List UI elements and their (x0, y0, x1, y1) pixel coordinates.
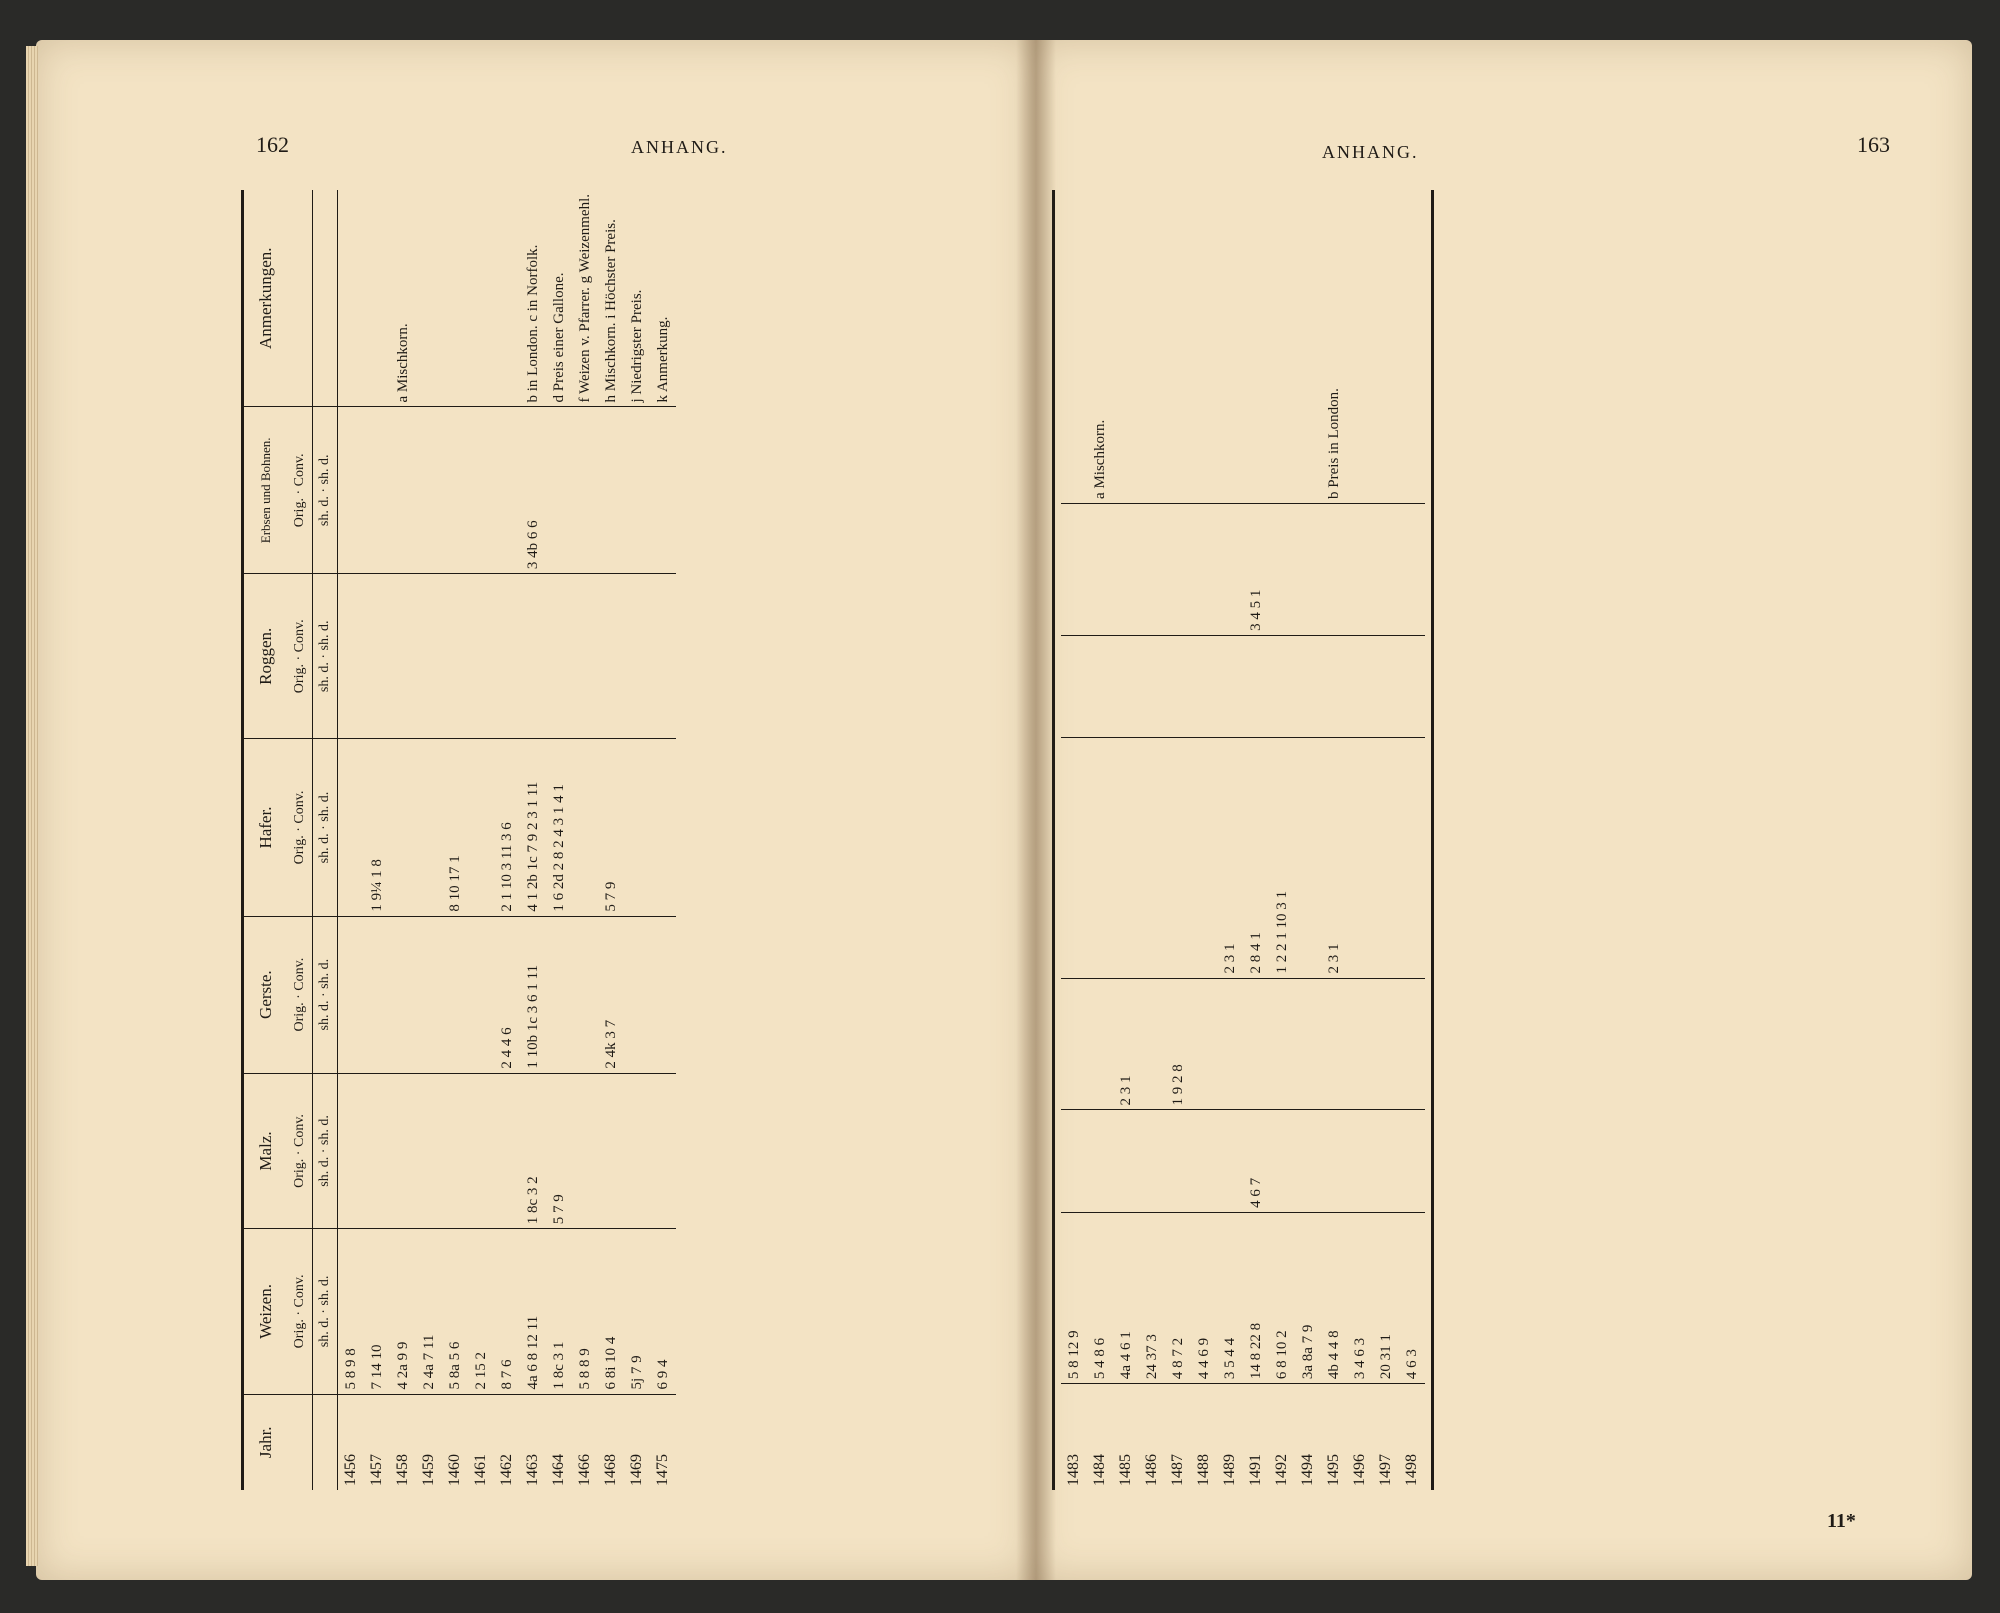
hafer-cell: 1 2 2 1 10 3 1 (1269, 738, 1295, 978)
gerste-cell (624, 916, 650, 1073)
gerste-cell (1243, 978, 1269, 1110)
malz-cell (1399, 1110, 1425, 1212)
notes-cell (364, 190, 390, 407)
roggen-cell (494, 574, 520, 739)
table-right-wrap (1052, 190, 1797, 1490)
notes-cell: a Mischkorn. (1087, 190, 1113, 503)
year-cell: 1492 (1273, 1454, 1290, 1486)
weizen-cell: 5 8 9 8 (338, 1229, 365, 1394)
table-row (1295, 190, 1321, 1490)
malz-cell (1347, 1110, 1373, 1212)
table-row (364, 190, 390, 1490)
table-row (416, 190, 442, 1490)
weizen-cell: 2 4a 7 11 (416, 1229, 442, 1394)
table-row (494, 190, 520, 1490)
year-cell: 1464 (550, 1454, 567, 1486)
table-row (572, 190, 598, 1490)
year-cell: 1495 (1325, 1454, 1342, 1486)
open-book (36, 40, 1972, 1580)
notes-cell (1399, 190, 1425, 503)
notes-cell (1139, 190, 1165, 503)
weizen-cell: 4b 4 4 8 (1321, 1212, 1347, 1383)
gerste-cell (390, 916, 416, 1073)
table-row (1113, 190, 1139, 1490)
year-cell: 1488 (1195, 1454, 1212, 1486)
weizen-cell: 5 8 8 9 (572, 1229, 598, 1394)
malz-cell (416, 1073, 442, 1229)
sub-header: Orig. · Conv. (288, 916, 313, 1073)
notes-cell (338, 190, 365, 407)
notes-cell: j Niedrigster Preis. (624, 190, 650, 407)
table-row (1321, 190, 1347, 1490)
weizen-cell: 3 5 4 4 (1217, 1212, 1243, 1383)
roggen-cell (1373, 635, 1399, 737)
year-cell: 1494 (1299, 1454, 1316, 1486)
gerste-cell (546, 916, 572, 1073)
gerste-cell (572, 916, 598, 1073)
notes-cell (442, 190, 468, 407)
erbsen-cell: 3 4b 6 6 (520, 407, 546, 574)
weizen-cell: 3 4 6 3 (1347, 1212, 1373, 1383)
erbsen-cell (546, 407, 572, 574)
year-cell: 1458 (394, 1454, 411, 1486)
table-row (1399, 190, 1425, 1490)
table-row (650, 190, 676, 1490)
erbsen-cell (624, 407, 650, 574)
notes-cell (416, 190, 442, 407)
year-cell: 1475 (654, 1454, 671, 1486)
hafer-cell (1139, 738, 1165, 978)
table-row (1373, 190, 1399, 1490)
weizen-cell: 4 2a 9 9 (390, 1229, 416, 1394)
erbsen-cell (364, 407, 390, 574)
hafer-cell (1113, 738, 1139, 978)
hafer-cell: 1 9¼ 1 8 (364, 739, 390, 916)
table-row (520, 190, 546, 1490)
table-body-right (1061, 190, 1425, 1490)
col-header-erbsen: Erbsen und Bohnen. (243, 407, 289, 574)
weizen-cell: 6 8i 10 4 (598, 1229, 624, 1394)
roggen-cell (1113, 635, 1139, 737)
erbsen-cell (390, 407, 416, 574)
malz-cell (390, 1073, 416, 1229)
erbsen-cell (1269, 503, 1295, 635)
gerste-cell (1269, 978, 1295, 1110)
roggen-cell (1217, 635, 1243, 737)
erbsen-cell (416, 407, 442, 574)
hafer-cell (416, 739, 442, 916)
year-cell: 1461 (472, 1454, 489, 1486)
weizen-cell: 5 8a 5 6 (442, 1229, 468, 1394)
malz-cell (494, 1073, 520, 1229)
hafer-cell: 4 1 2b 1c 7 9 2 3 1 11 (520, 739, 546, 916)
erbsen-cell (1321, 503, 1347, 635)
malz-cell (364, 1073, 390, 1229)
erbsen-cell (1139, 503, 1165, 635)
gerste-cell: 1 9 2 8 (1165, 978, 1191, 1110)
notes-cell: b Preis in London. (1321, 190, 1347, 503)
table-left-wrap (241, 190, 1011, 1490)
year-cell: 1468 (602, 1454, 619, 1486)
year-cell: 1489 (1221, 1454, 1238, 1486)
hafer-cell (572, 739, 598, 916)
malz-cell (1295, 1110, 1321, 1212)
hafer-cell (1295, 738, 1321, 978)
right-page (1032, 40, 1972, 1580)
hafer-cell (468, 739, 494, 916)
col-header-weizen: Weizen. (243, 1229, 289, 1394)
col-header-gerste: Gerste. (243, 916, 289, 1073)
hafer-cell (338, 739, 365, 916)
year-cell: 1456 (342, 1454, 359, 1486)
year-cell: 1463 (524, 1454, 541, 1486)
notes-cell (1347, 190, 1373, 503)
unit-header: sh. d. · sh. d. (313, 574, 338, 739)
erbsen-cell (1087, 503, 1113, 635)
roggen-cell (598, 574, 624, 739)
roggen-cell (1191, 635, 1217, 737)
table-row (1087, 190, 1113, 1490)
unit-header: sh. d. · sh. d. (313, 1073, 338, 1229)
gerste-cell (1139, 978, 1165, 1110)
sub-header: Orig. · Conv. (288, 1073, 313, 1229)
table-row (1061, 190, 1087, 1490)
malz-cell (650, 1073, 676, 1229)
year-cell: 1469 (628, 1454, 645, 1486)
year-cell: 1491 (1247, 1454, 1264, 1486)
table-row (1191, 190, 1217, 1490)
gerste-cell (364, 916, 390, 1073)
table-row (546, 190, 572, 1490)
hafer-cell: 1 6 2d 2 8 2 4 3 1 4 1 (546, 739, 572, 916)
erbsen-cell (1217, 503, 1243, 635)
weizen-cell: 2 15 2 (468, 1229, 494, 1394)
hafer-cell: 8 10 17 1 (442, 739, 468, 916)
roggen-cell (1139, 635, 1165, 737)
notes-cell (1373, 190, 1399, 503)
roggen-cell (1243, 635, 1269, 737)
weizen-cell: 24 37 3 (1139, 1212, 1165, 1383)
notes-cell (1217, 190, 1243, 503)
roggen-cell (572, 574, 598, 739)
gerste-cell (338, 916, 365, 1073)
running-header-left: ANHANG. (631, 137, 728, 157)
roggen-cell (338, 574, 365, 739)
hafer-cell: 2 8 4 1 (1243, 738, 1269, 978)
erbsen-cell (494, 407, 520, 574)
hafer-cell (1373, 738, 1399, 978)
gerste-cell: 2 3 1 (1113, 978, 1139, 1110)
gerste-cell (1373, 978, 1399, 1110)
hafer-cell (624, 739, 650, 916)
hafer-cell (1061, 738, 1087, 978)
col-header-roggen: Roggen. (243, 574, 289, 739)
table-row (1217, 190, 1243, 1490)
erbsen-cell (572, 407, 598, 574)
erbsen-cell: 3 4 5 1 (1243, 503, 1269, 635)
page-number-right: 163 (1857, 132, 1890, 157)
weizen-cell: 8 7 6 (494, 1229, 520, 1394)
col-header-malz: Malz. (243, 1073, 289, 1229)
roggen-cell (1061, 635, 1087, 737)
weizen-cell: 4a 4 6 1 (1113, 1212, 1139, 1383)
col-header-hafer: Hafer. (243, 739, 289, 916)
roggen-cell (520, 574, 546, 739)
gerste-cell (468, 916, 494, 1073)
hafer-cell (1191, 738, 1217, 978)
year-cell: 1462 (498, 1454, 515, 1486)
gerste-cell (442, 916, 468, 1073)
gerste-cell (1321, 978, 1347, 1110)
col-header-jahr: Jahr. (256, 1426, 275, 1459)
year-cell: 1498 (1403, 1454, 1420, 1486)
unit-header: sh. d. · sh. d. (313, 1229, 338, 1394)
table-body-left (338, 190, 677, 1490)
roggen-cell (1165, 635, 1191, 737)
notes-cell (1295, 190, 1321, 503)
roggen-cell (416, 574, 442, 739)
erbsen-cell (1165, 503, 1191, 635)
weizen-cell: 20 31 1 (1373, 1212, 1399, 1383)
malz-cell (1165, 1110, 1191, 1212)
year-cell: 1484 (1091, 1454, 1108, 1486)
year-cell: 1485 (1117, 1454, 1134, 1486)
hafer-cell: 2 3 1 (1217, 738, 1243, 978)
roggen-cell (1295, 635, 1321, 737)
weizen-cell: 4 6 3 (1399, 1212, 1425, 1383)
weizen-cell: 4a 6 8 12 11 (520, 1229, 546, 1394)
roggen-cell (1087, 635, 1113, 737)
gerste-cell (1347, 978, 1373, 1110)
roggen-cell (546, 574, 572, 739)
gerste-cell: 2 4 4 6 (494, 916, 520, 1073)
notes-cell: f Weizen v. Pfarrer. g Weizenmehl. (572, 190, 598, 407)
table-row (598, 190, 624, 1490)
malz-cell (1113, 1110, 1139, 1212)
weizen-cell: 4 8 7 2 (1165, 1212, 1191, 1383)
roggen-cell (468, 574, 494, 739)
malz-cell (572, 1073, 598, 1229)
erbsen-cell (650, 407, 676, 574)
erbsen-cell (338, 407, 365, 574)
malz-cell (1139, 1110, 1165, 1212)
weizen-cell: 5 8 12 9 (1061, 1212, 1087, 1383)
col-header-anmerkungen: Anmerkungen. (243, 190, 289, 407)
malz-cell (598, 1073, 624, 1229)
roggen-cell (650, 574, 676, 739)
table-row (1165, 190, 1191, 1490)
sub-header: Orig. · Conv. (288, 407, 313, 574)
table-row (1347, 190, 1373, 1490)
roggen-cell (1269, 635, 1295, 737)
year-cell: 1483 (1065, 1454, 1082, 1486)
hafer-cell: 2 1 10 3 11 3 6 (494, 739, 520, 916)
notes-cell: b in London. c in Norfolk. (520, 190, 546, 407)
page-edge (26, 46, 38, 1566)
gerste-cell (1087, 978, 1113, 1110)
roggen-cell (442, 574, 468, 739)
table-row (338, 190, 365, 1490)
table-row (1139, 190, 1165, 1490)
gerste-cell (1399, 978, 1425, 1110)
book-gutter (1016, 40, 1056, 1580)
running-header-right: ANHANG. (1322, 142, 1419, 162)
year-cell: 1466 (576, 1454, 593, 1486)
erbsen-cell (1399, 503, 1425, 635)
malz-cell: 5 7 9 (546, 1073, 572, 1229)
weizen-cell: 5 4 8 6 (1087, 1212, 1113, 1383)
weizen-cell: 4 4 6 9 (1191, 1212, 1217, 1383)
malz-cell (1269, 1110, 1295, 1212)
sub-header: Orig. · Conv. (288, 574, 313, 739)
roggen-cell (624, 574, 650, 739)
year-cell: 1457 (368, 1454, 385, 1486)
table-row (624, 190, 650, 1490)
notes-cell (1191, 190, 1217, 503)
left-page (36, 40, 1032, 1580)
roggen-cell (1321, 635, 1347, 737)
year-cell: 1460 (446, 1454, 463, 1486)
erbsen-cell (1113, 503, 1139, 635)
hafer-cell (650, 739, 676, 916)
notes-cell (1061, 190, 1087, 503)
notes-cell (1243, 190, 1269, 503)
table-row (468, 190, 494, 1490)
erbsen-cell (598, 407, 624, 574)
erbsen-cell (1295, 503, 1321, 635)
malz-cell (468, 1073, 494, 1229)
malz-cell (1061, 1110, 1087, 1212)
table-row (442, 190, 468, 1490)
gerste-cell: 1 10b 1c 3 6 1 11 (520, 916, 546, 1073)
erbsen-cell (1347, 503, 1373, 635)
sub-header: Orig. · Conv. (288, 739, 313, 916)
gerste-cell (650, 916, 676, 1073)
malz-cell (442, 1073, 468, 1229)
roggen-cell (390, 574, 416, 739)
erbsen-cell (1061, 503, 1087, 635)
hafer-cell: 5 7 9 (598, 739, 624, 916)
year-cell: 1487 (1169, 1454, 1186, 1486)
sub-header: Orig. · Conv. (288, 1229, 313, 1394)
malz-cell (624, 1073, 650, 1229)
malz-cell (1087, 1110, 1113, 1212)
malz-cell: 4 6 7 (1243, 1110, 1269, 1212)
erbsen-cell (442, 407, 468, 574)
roggen-cell (1347, 635, 1373, 737)
hafer-cell (1165, 738, 1191, 978)
malz-cell (1373, 1110, 1399, 1212)
malz-cell: 1 8c 3 2 (520, 1073, 546, 1229)
unit-header: sh. d. · sh. d. (313, 916, 338, 1073)
year-cell: 1496 (1351, 1454, 1368, 1486)
notes-cell (1113, 190, 1139, 503)
hafer-cell: 2 3 1 (1321, 738, 1347, 978)
unit-header: sh. d. · sh. d. (313, 739, 338, 916)
weizen-cell: 5j 7 9 (624, 1229, 650, 1394)
notes-cell (468, 190, 494, 407)
malz-cell (1191, 1110, 1217, 1212)
hafer-cell (1347, 738, 1373, 978)
malz-cell (1321, 1110, 1347, 1212)
year-cell: 1486 (1143, 1454, 1160, 1486)
hafer-cell (1399, 738, 1425, 978)
notes-cell: h Mischkorn. i Höchster Preis. (598, 190, 624, 407)
roggen-cell (1399, 635, 1425, 737)
table-left (241, 190, 1011, 1490)
notes-cell: d Preis einer Gallone. (546, 190, 572, 407)
table-row (390, 190, 416, 1490)
notes-cell (1165, 190, 1191, 503)
hafer-cell (390, 739, 416, 916)
erbsen-cell (1191, 503, 1217, 635)
gerste-cell (1217, 978, 1243, 1110)
page-number-left: 162 (256, 132, 289, 157)
notes-cell (1269, 190, 1295, 503)
roggen-cell (364, 574, 390, 739)
table-row (1243, 190, 1269, 1490)
gerste-cell (1061, 978, 1087, 1110)
table-row (1269, 190, 1295, 1490)
gerste-cell: 2 4k 3 7 (598, 916, 624, 1073)
weizen-cell: 3a 8a 7 9 (1295, 1212, 1321, 1383)
weizen-cell: 6 9 4 (650, 1229, 676, 1394)
weizen-cell: 7 14 10 (364, 1229, 390, 1394)
year-cell: 1459 (420, 1454, 437, 1486)
gerste-cell (1191, 978, 1217, 1110)
hafer-cell (1087, 738, 1113, 978)
notes-cell: k Anmerkung. (650, 190, 676, 407)
year-cell: 1497 (1377, 1454, 1394, 1486)
malz-cell (1217, 1110, 1243, 1212)
gerste-cell (416, 916, 442, 1073)
table-right (1052, 190, 1797, 1490)
notes-cell (494, 190, 520, 407)
erbsen-cell (468, 407, 494, 574)
gerste-cell (1295, 978, 1321, 1110)
signature-mark: 11* (1827, 1510, 1856, 1532)
weizen-cell: 6 8 10 2 (1269, 1212, 1295, 1383)
unit-header: sh. d. · sh. d. (313, 407, 338, 574)
malz-cell (338, 1073, 365, 1229)
weizen-cell: 14 8 22 8 (1243, 1212, 1269, 1383)
erbsen-cell (1373, 503, 1399, 635)
weizen-cell: 1 8c 3 1 (546, 1229, 572, 1394)
notes-cell: a Mischkorn. (390, 190, 416, 407)
